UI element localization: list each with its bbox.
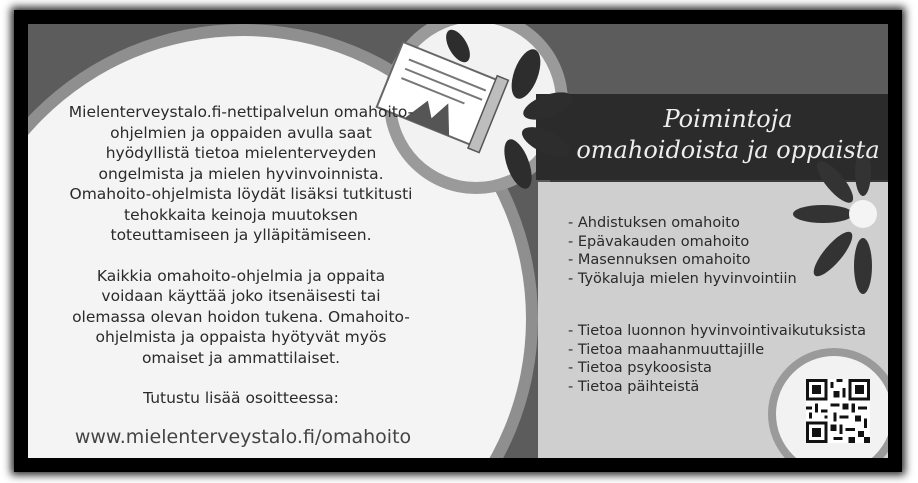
panel-title-line-1: Poimintoja <box>663 105 793 133</box>
list-item: - Työkaluja mielen hyvinvointiin <box>568 270 797 287</box>
intro-paragraph-1: Mielenterveystalo.fi-nettipalvelun omahoito-ohjelmien ja oppaiden avulla saat hyödyllistä tietoa mielenterveyden ongelmista ja mielen hyvinvoinnista. Omahoito-ohjelmista löydät lisäksi tutkitusti tehokkaita keinoja muutoksen toteuttamiseen ja ylläpitämiseen. <box>68 103 414 244</box>
list-item: - Masennuksen omahoito <box>568 252 751 268</box>
flyer-card <box>14 10 902 472</box>
list-item: - Tietoa psykoosista <box>568 360 712 376</box>
website-link[interactable]: www.mielenterveystalo.fi/omahoito <box>74 426 412 448</box>
flyer-inner <box>28 24 888 458</box>
list-item: - Tietoa luonnon hyvinvointivaikutuksista <box>568 323 866 339</box>
qr-code-icon[interactable] <box>806 379 870 443</box>
cta-text: Tutustu lisää osoitteessa: <box>143 389 339 407</box>
intro-text <box>66 102 416 429</box>
intro-paragraph-2: Kaikkia omahoito-ohjelmia ja oppaita voidaan käyttää joko itsenäisesti tai olemassa olevan hoidon tukena. Omahoito-ohjelmista ja oppaista hyötyvät myös omaiset ja ammattilaiset. <box>72 266 410 367</box>
panel-title-line-2: omahoidoista ja oppaista <box>576 136 880 164</box>
list-item: - Ahdistuksen omahoito <box>568 215 740 231</box>
panel-title <box>563 104 888 166</box>
list-item: - Tietoa päihteistä <box>568 378 700 395</box>
self-care-list <box>568 214 797 288</box>
list-item: - Tietoa maahanmuuttajille <box>568 341 765 358</box>
list-item: - Epävakauden omahoito <box>568 233 750 250</box>
